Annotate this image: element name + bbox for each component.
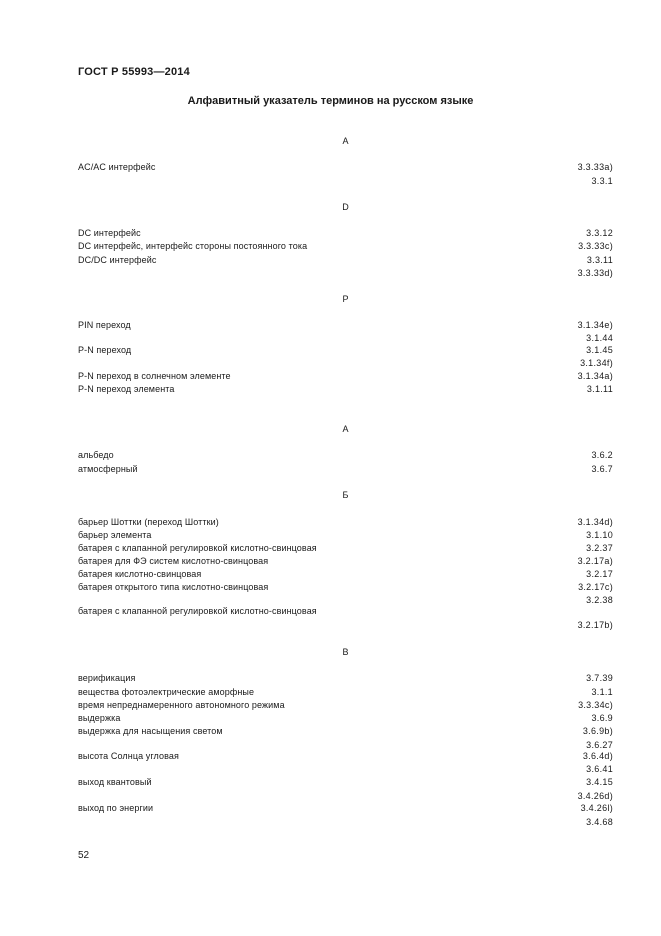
index-reference: 3.3.33d) bbox=[577, 268, 613, 278]
index-term: батарея для ФЭ систем кислотно-свинцовая bbox=[78, 556, 269, 566]
index-reference: 3.1.34e) bbox=[577, 320, 613, 330]
index-term: выдержка для насыщения светом bbox=[78, 726, 223, 736]
index-term: альбедо bbox=[78, 450, 114, 460]
index-reference: 3.6.2 bbox=[591, 450, 613, 460]
section-letter: В bbox=[342, 647, 349, 657]
index-reference: 3.4.26d) bbox=[577, 791, 613, 801]
index-term: атмосферный bbox=[78, 464, 138, 474]
index-reference: 3.6.4d) bbox=[582, 751, 613, 761]
index-term: высота Солнца угловая bbox=[78, 751, 179, 761]
index-term: выход квантовый bbox=[78, 777, 152, 787]
index-reference: 3.2.17 bbox=[586, 569, 613, 579]
index-term: выход по энергии bbox=[78, 803, 154, 813]
section-letter: D bbox=[342, 202, 349, 212]
index-term: AC/AC интерфейс bbox=[78, 162, 156, 172]
index-term: батарея с клапанной регулировкой кислотно-свинцовая bbox=[78, 543, 317, 553]
section-letter: Б bbox=[342, 490, 349, 500]
index-reference: 3.1.34f) bbox=[580, 358, 613, 368]
index-reference: 3.4.68 bbox=[586, 817, 613, 827]
index-reference: 3.2.17c) bbox=[578, 582, 613, 592]
index-reference: 3.1.34a) bbox=[577, 371, 613, 381]
index-term: выдержка bbox=[78, 713, 121, 723]
index-term: верификация bbox=[78, 673, 136, 683]
index-reference: 3.6.9b) bbox=[582, 726, 613, 736]
index-reference: 3.4.26l) bbox=[580, 803, 613, 813]
index-reference: 3.1.44 bbox=[586, 333, 613, 343]
index-reference: 3.1.10 bbox=[586, 530, 613, 540]
document-header: ГОСТ Р 55993—2014 bbox=[78, 66, 190, 78]
index-reference: 3.1.1 bbox=[591, 687, 613, 697]
index-reference: 3.3.33a) bbox=[577, 162, 613, 172]
index-term: PIN переход bbox=[78, 320, 131, 330]
index-reference: 3.6.7 bbox=[591, 464, 613, 474]
section-letter: P bbox=[342, 294, 349, 304]
index-term: DC/DC интерфейс bbox=[78, 255, 157, 265]
index-reference: 3.3.12 bbox=[586, 228, 613, 238]
index-reference: 3.3.11 bbox=[586, 255, 613, 265]
index-reference: 3.7.39 bbox=[586, 673, 613, 683]
index-term: вещества фотоэлектрические аморфные bbox=[78, 687, 255, 697]
index-reference: 3.2.17a) bbox=[577, 556, 613, 566]
index-term: P-N переход в солнечном элементе bbox=[78, 371, 231, 381]
index-reference: 3.6.27 bbox=[586, 740, 613, 750]
index-term: батарея открытого типа кислотно-свинцовая bbox=[78, 582, 269, 592]
index-term: DC интерфейс bbox=[78, 228, 141, 238]
index-term: барьер элемента bbox=[78, 530, 152, 540]
section-letter: А bbox=[342, 424, 349, 434]
index-term: время непреднамеренного автономного режима bbox=[78, 700, 285, 710]
index-term: батарея с клапанной регулировкой кислотно-свинцовая bbox=[78, 606, 317, 616]
section-letter: А bbox=[342, 136, 349, 146]
index-term: барьер Шоттки (переход Шоттки) bbox=[78, 517, 219, 527]
index-reference: 3.1.45 bbox=[586, 345, 613, 355]
index-reference: 3.1.34d) bbox=[577, 517, 613, 527]
page-number: 52 bbox=[78, 850, 90, 861]
index-term: P-N переход элемента bbox=[78, 384, 175, 394]
index-reference: 3.1.11 bbox=[586, 384, 613, 394]
index-reference: 3.3.1 bbox=[591, 176, 613, 186]
index-reference: 3.4.15 bbox=[586, 777, 613, 787]
index-reference: 3.6.41 bbox=[586, 764, 613, 774]
index-term: батарея кислотно-свинцовая bbox=[78, 569, 202, 579]
index-title: Алфавитный указатель терминов на русском языке bbox=[187, 95, 474, 107]
index-reference: 3.3.33c) bbox=[578, 241, 613, 251]
index-reference: 3.2.17b) bbox=[577, 620, 613, 630]
index-term: DC интерфейс, интерфейс стороны постоянного тока bbox=[78, 241, 308, 251]
index-term: P-N переход bbox=[78, 345, 132, 355]
index-reference: 3.6.9 bbox=[591, 713, 613, 723]
index-reference: 3.2.38 bbox=[586, 595, 613, 605]
index-reference: 3.2.37 bbox=[586, 543, 613, 553]
index-reference: 3.3.34c) bbox=[578, 700, 613, 710]
